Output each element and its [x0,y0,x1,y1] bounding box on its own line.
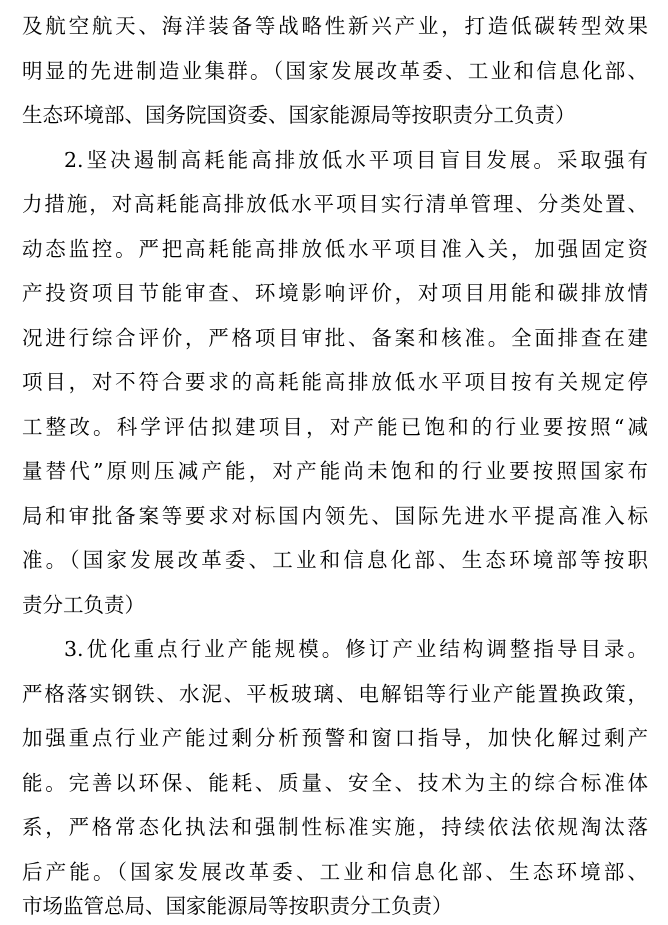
text-line: 市场监管总局、国家能源局等按职责分工负责） [22,894,453,918]
text-line: 责分工负责） [22,593,145,617]
text-line: 明显的先进制造业集群。（国家发展改革委、工业和信息化部、 [22,59,648,83]
text-line: 工整改。科学评估拟建项目，对产能已饱和的行业要按照“减 [22,415,648,439]
text-line: 力措施，对高耗能高排放低水平项目实行清单管理、分类处置、 [22,192,648,216]
text-line: 生态环境部、国务院国资委、国家能源局等按职责分工负责） [22,103,576,127]
text-line: 况进行综合评价，严格项目审批、备案和核准。全面排查在建 [22,326,648,350]
text-line: 及航空航天、海洋装备等战略性新兴产业，打造低碳转型效果 [22,14,648,38]
paragraph-start-line: 2.坚决遏制高耗能高排放低水平项目盲目发展。采取强有 [64,148,648,172]
text-line: 产投资项目节能审查、环境影响评价，对项目用能和碳排放情 [22,281,648,305]
text-line: 能。完善以环保、能耗、质量、安全、技术为主的综合标准体 [22,771,648,795]
text-line: 项目，对不符合要求的高耗能高排放低水平项目按有关规定停 [22,370,648,394]
text-line: 准。（国家发展改革委、工业和信息化部、生态环境部等按职 [22,548,648,572]
text-line: 严格落实钢铁、水泥、平板玻璃、电解铝等行业产能置换政策， [22,682,648,706]
paragraph-start-line: 3.优化重点行业产能规模。修订产业结构调整指导目录。 [64,637,648,661]
text-line: 动态监控。严把高耗能高排放低水平项目准入关，加强固定资 [22,237,648,261]
text-line: 加强重点行业产能过剩分析预警和窗口指导，加快化解过剩产 [22,726,648,750]
text-line: 局和审批备案等要求对标国内领先、国际先进水平提高准入标 [22,504,648,528]
text-line: 量替代”原则压减产能，对产能尚未饱和的行业要按照国家布 [22,459,648,483]
text-line: 后产能。（国家发展改革委、工业和信息化部、生态环境部、 [22,860,648,884]
text-line: 系，严格常态化执法和强制性标准实施，持续依法依规淘汰落 [22,815,648,839]
